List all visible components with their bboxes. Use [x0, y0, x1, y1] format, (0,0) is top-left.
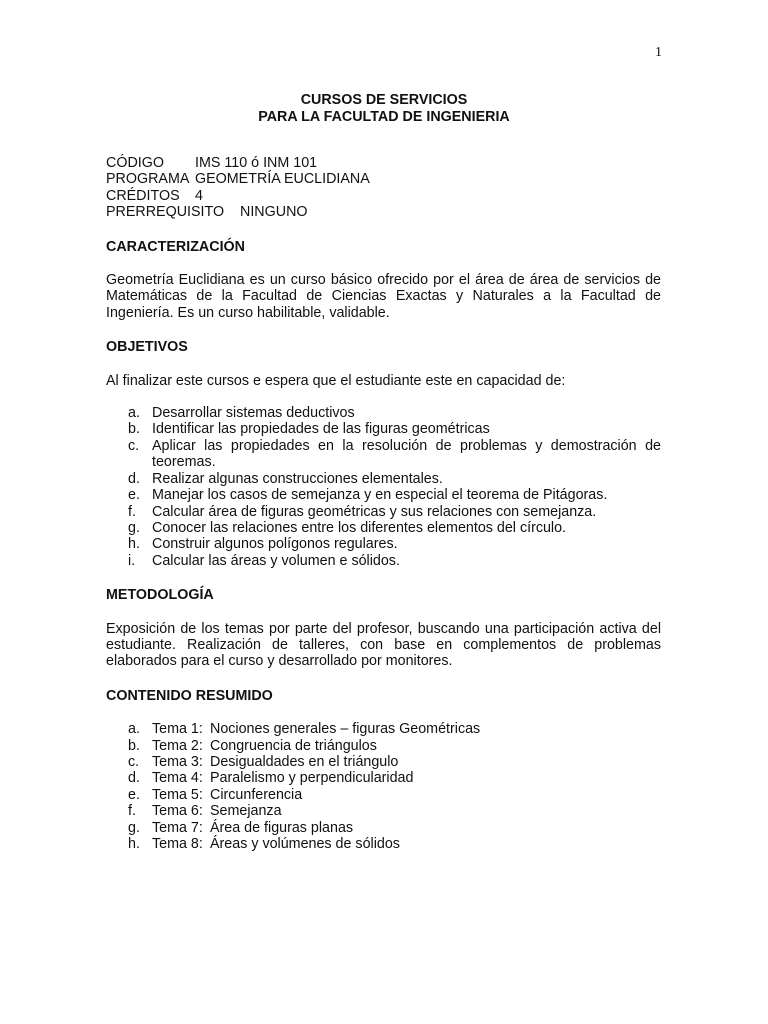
- contenido-list: [106, 721, 661, 852]
- list-marker: d.: [128, 770, 140, 787]
- list-marker: b.: [128, 737, 140, 754]
- tema-label: Tema 6:: [152, 803, 203, 820]
- creditos-value: 4: [195, 187, 203, 204]
- tema-label: Tema 5:: [152, 786, 203, 803]
- objetivos-list: [106, 405, 661, 569]
- tema-text: Área de figuras planas: [210, 819, 354, 836]
- field-programa: [106, 171, 661, 187]
- document-title: [0, 92, 768, 126]
- list-marker: e.: [128, 786, 140, 803]
- objetivos-intro: Al finalizar este cursos e espera que el estudiante este en capacidad de:: [106, 372, 566, 389]
- list-item: [106, 520, 661, 536]
- list-item: [106, 553, 661, 569]
- objetivos-heading: OBJETIVOS: [106, 339, 188, 356]
- list-item-text: Conocer las relaciones entre los diferentes elementos del círculo.: [152, 519, 567, 536]
- list-item: [106, 405, 661, 421]
- list-item-text: Aplicar las propiedades en la resolución de problemas y demostración de teoremas.: [152, 437, 661, 471]
- list-item: [106, 487, 661, 503]
- list-marker: i.: [128, 552, 136, 569]
- page-number: 1: [655, 45, 662, 60]
- codigo-label: CÓDIGO: [106, 155, 164, 171]
- list-item: [106, 754, 661, 770]
- contenido-heading: CONTENIDO RESUMIDO: [106, 687, 273, 704]
- list-item-text: Calcular las áreas y volumen e sólidos.: [152, 552, 400, 569]
- list-item: [106, 836, 661, 852]
- list-item-text: Realizar algunas construcciones elementales.: [152, 470, 443, 487]
- tema-text: Paralelismo y perpendicularidad: [210, 770, 414, 787]
- list-item: [106, 803, 661, 819]
- list-item: [106, 770, 661, 786]
- tema-label: Tema 1:: [152, 721, 203, 738]
- field-creditos: [106, 188, 661, 204]
- codigo-value: IMS 110 ó INM 101: [195, 155, 318, 171]
- tema-text: Nociones generales – figuras Geométricas: [210, 721, 481, 738]
- tema-text: Congruencia de triángulos: [210, 737, 377, 754]
- programa-label: PROGRAMA: [106, 171, 190, 188]
- programa-value: GEOMETRÍA EUCLIDIANA: [195, 171, 370, 188]
- list-item: [106, 438, 661, 471]
- list-marker: f.: [128, 503, 136, 520]
- caracterizacion-heading: CARACTERIZACIÓN: [106, 238, 245, 255]
- field-prerrequisito: [106, 204, 661, 220]
- list-item: [106, 738, 661, 754]
- creditos-label: CRÉDITOS: [106, 187, 180, 204]
- list-item: [106, 536, 661, 552]
- list-item: [106, 721, 661, 737]
- list-marker: f.: [128, 803, 136, 820]
- list-item-text: Manejar los casos de semejanza y en especial el teorema de Pitágoras.: [152, 487, 608, 504]
- list-item-text: Desarrollar sistemas deductivos: [152, 405, 355, 422]
- tema-text: Desigualdades en el triángulo: [210, 753, 399, 770]
- list-item-text: Calcular área de figuras geométricas y sus relaciones con semejanza.: [152, 503, 597, 520]
- tema-label: Tema 4:: [152, 770, 203, 787]
- list-item: [106, 421, 661, 437]
- list-marker: c.: [128, 753, 140, 770]
- tema-label: Tema 3:: [152, 753, 203, 770]
- field-codigo: [106, 155, 661, 171]
- tema-text: Circunferencia: [210, 786, 303, 803]
- list-marker: g.: [128, 819, 140, 836]
- list-marker: h.: [128, 836, 140, 852]
- document-body: [106, 155, 661, 852]
- tema-label: Tema 7:: [152, 819, 203, 836]
- list-marker: a.: [128, 721, 140, 738]
- tema-text: Áreas y volúmenes de sólidos: [210, 836, 400, 852]
- list-marker: c.: [128, 437, 140, 454]
- list-item: [106, 504, 661, 520]
- list-item: [106, 471, 661, 487]
- list-item-text: Construir algunos polígonos regulares.: [152, 536, 398, 553]
- tema-label: Tema 2:: [152, 737, 203, 754]
- tema-text: Semejanza: [210, 803, 282, 820]
- list-marker: a.: [128, 405, 140, 422]
- list-marker: b.: [128, 421, 140, 438]
- tema-label: Tema 8:: [152, 836, 203, 852]
- list-marker: d.: [128, 470, 140, 487]
- prerrequisito-label: PRERREQUISITO: [106, 204, 225, 221]
- list-marker: e.: [128, 487, 140, 504]
- metodologia-heading: METODOLOGÍA: [106, 587, 214, 604]
- list-item: [106, 820, 661, 836]
- title-line-2: PARA LA FACULTAD DE INGENIERIA: [258, 109, 510, 125]
- list-item: [106, 787, 661, 803]
- list-marker: h.: [128, 536, 140, 553]
- caracterizacion-text: Geometría Euclidiana es un curso básico ofrecido por el área de área de servicios de Matemáticas de la Facultad de Ciencias Exactas y Naturales a la Facultad de Ingeniería. Es un curso habilitable, validable.: [106, 272, 661, 321]
- title-line-1: CURSOS DE SERVICIOS: [300, 92, 468, 108]
- course-fields: [106, 155, 661, 221]
- list-item-text: Identificar las propiedades de las figuras geométricas: [152, 421, 490, 438]
- prerrequisito-value: NINGUNO: [240, 204, 308, 221]
- list-marker: g.: [128, 519, 140, 536]
- metodologia-text: Exposición de los temas por parte del profesor, buscando una participación activa del estudiante. Realización de talleres, con base en complementos de problemas elaborados para el curso y desarrollado por monitores.: [106, 620, 661, 670]
